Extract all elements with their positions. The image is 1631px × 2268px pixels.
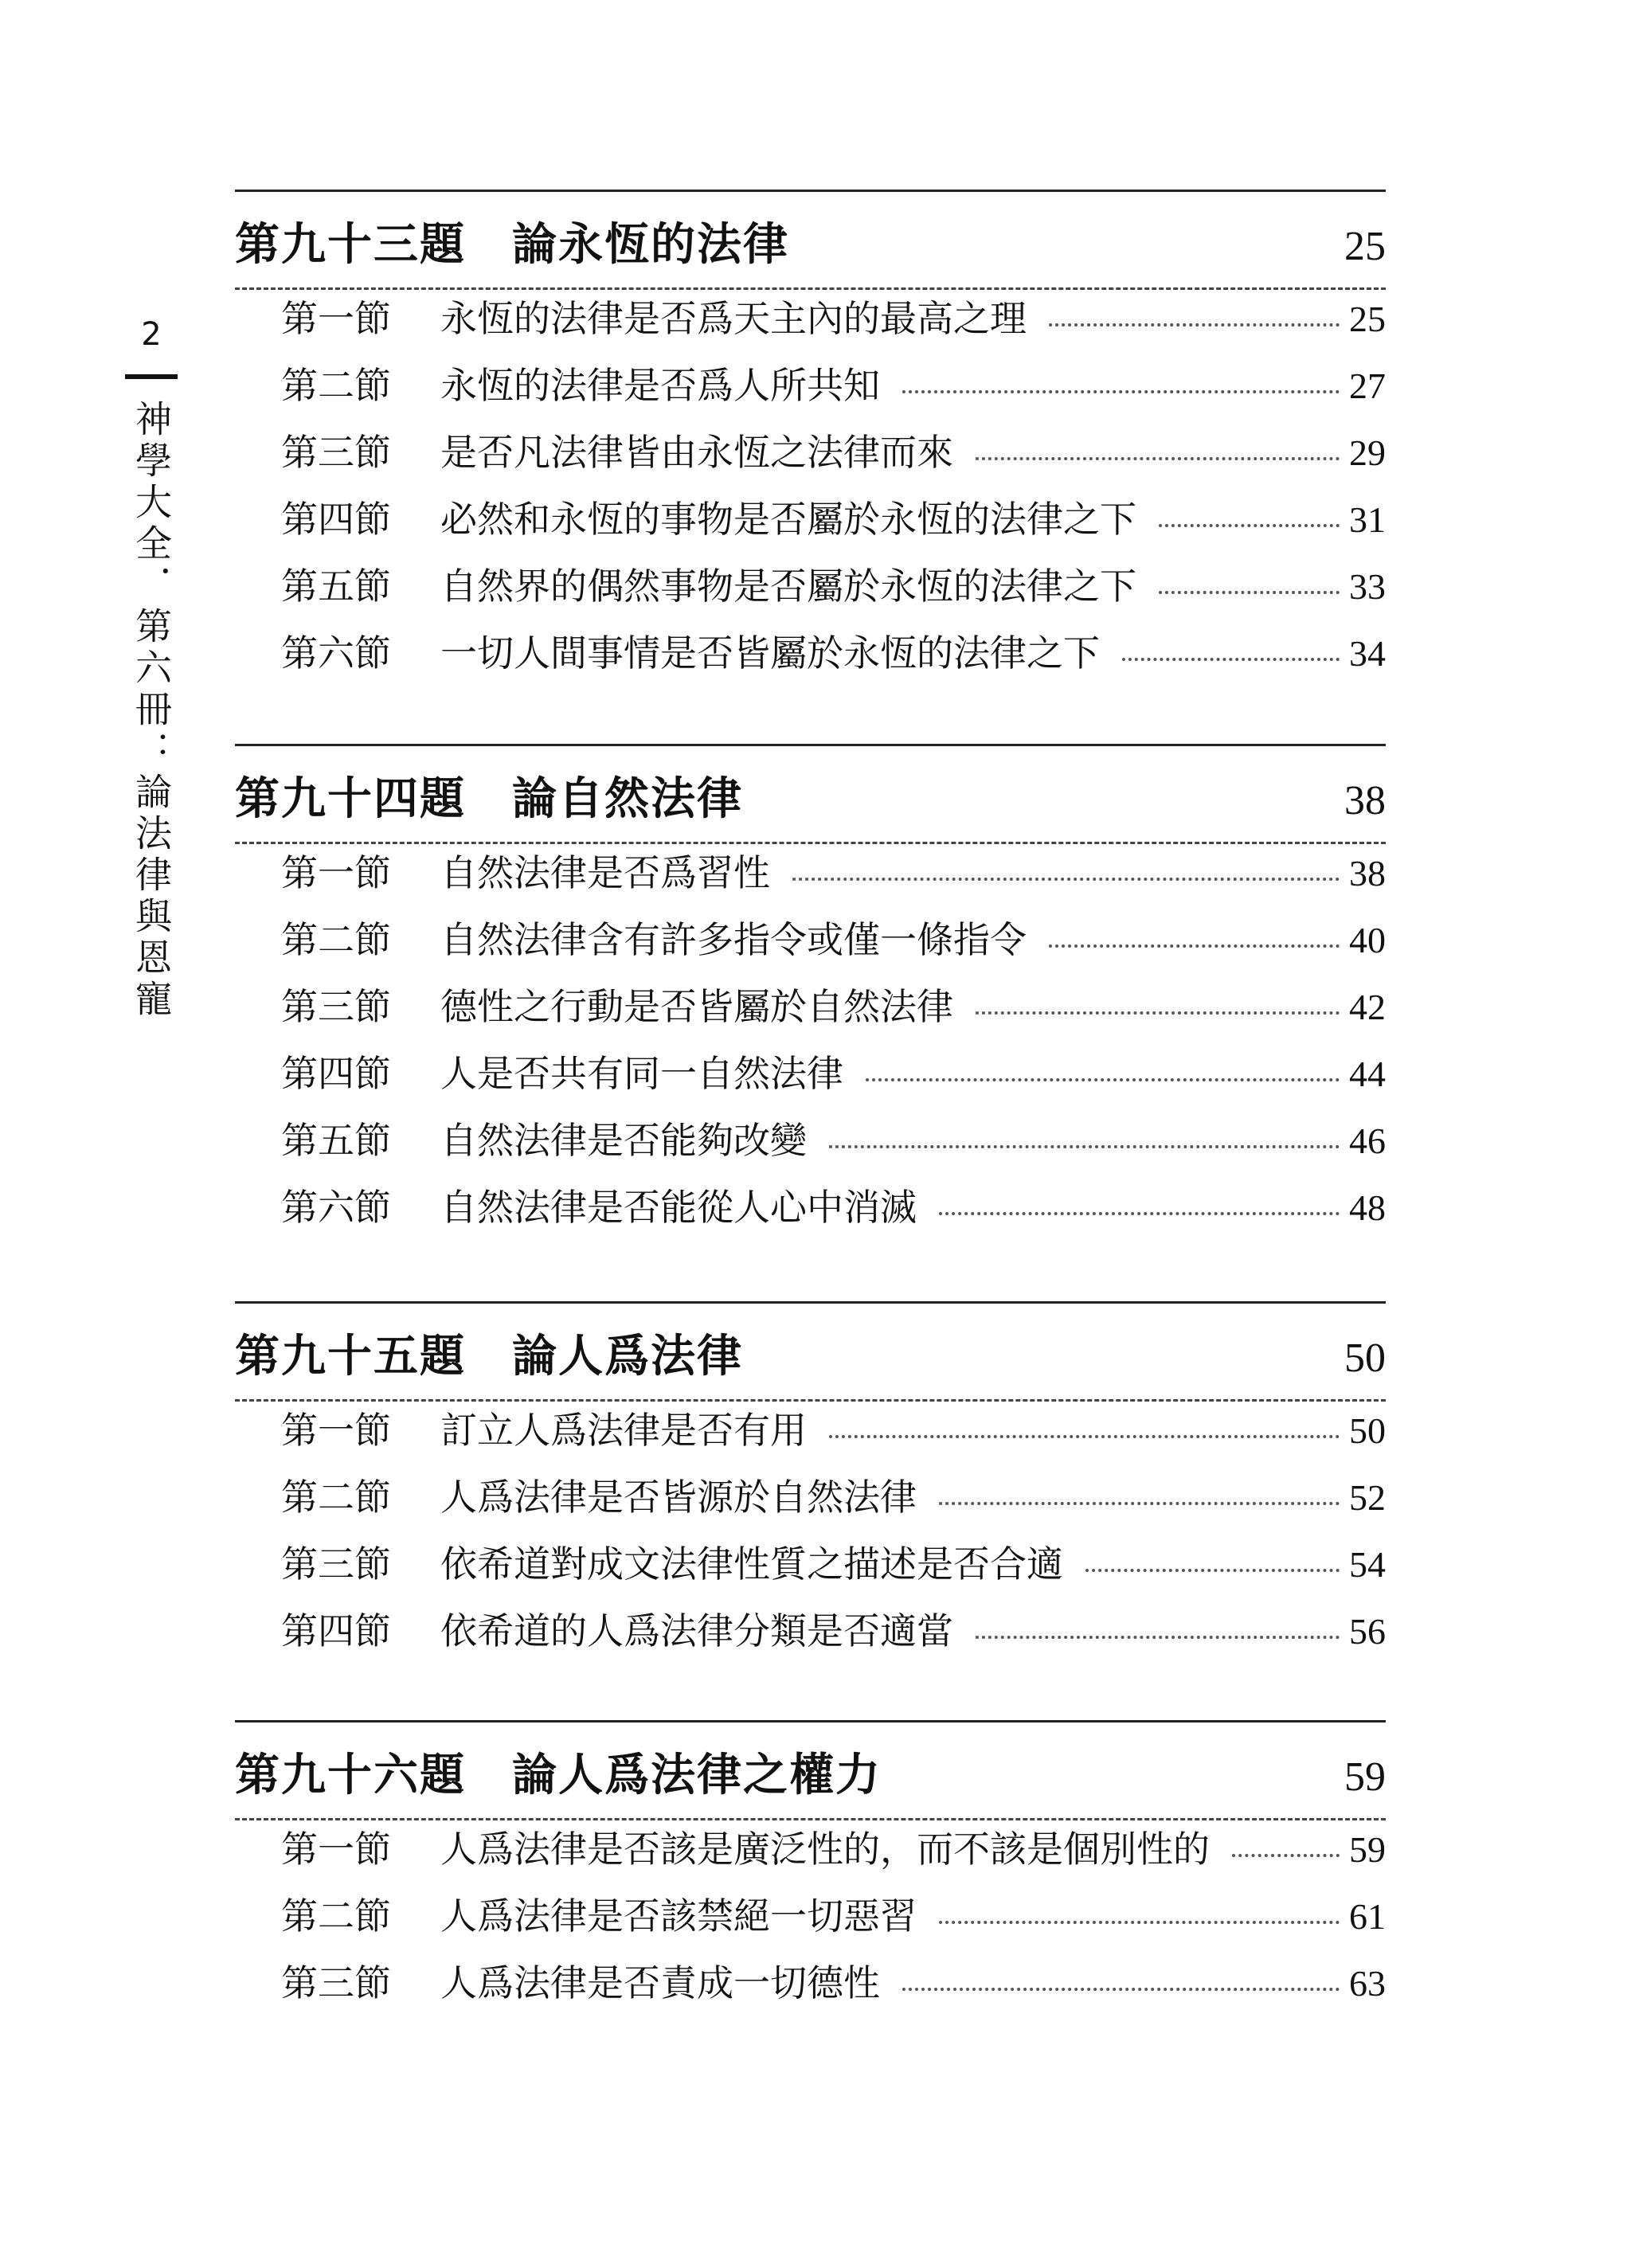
section-list [235,1820,1386,2021]
leader-dots [1159,524,1340,527]
section-page: 25 [1349,299,1386,339]
section-page: 61 [1349,1896,1386,1937]
toc-entry[interactable] [235,844,1386,911]
chapter-heading [235,192,1386,287]
toc-entry[interactable] [235,357,1386,424]
section-number: 第四節 [281,1052,391,1095]
chapter-title: 論人爲法律 [512,1330,743,1382]
leader-dots [939,1212,1340,1215]
chapter-number: 第九十三題 [235,218,466,271]
section-title: 人爲法律是否皆源於自然法律 [440,1476,917,1519]
section-page: 50 [1349,1410,1386,1451]
chapter-number: 第九十六題 [235,1749,466,1801]
section-number: 第三節 [281,1961,391,2004]
margin-divider [125,374,178,379]
section-number: 第三節 [281,431,391,474]
section-page: 40 [1349,920,1386,960]
toc-chapter [235,190,1386,691]
toc-entry[interactable] [235,1887,1386,1954]
section-number: 第五節 [281,1119,391,1162]
leader-dots [866,1078,1340,1081]
chapter-page: 50 [1344,1335,1386,1381]
toc-entry[interactable] [235,911,1386,978]
chapter-title: 論永恆的法律 [512,218,789,271]
section-list [235,290,1386,691]
section-page: 38 [1349,853,1386,894]
chapter-page: 38 [1344,778,1386,823]
leader-dots [1159,591,1340,594]
section-list [235,844,1386,1245]
section-page: 34 [1349,633,1386,674]
section-number: 第六節 [281,1186,391,1229]
section-title: 人是否共有同一自然法律 [440,1052,843,1095]
section-title: 人爲法律是否責成一切德性 [440,1961,880,2004]
leader-dots [829,1435,1340,1438]
leader-dots [976,1636,1340,1639]
toc-entry[interactable] [235,557,1386,624]
section-list [235,1402,1386,1669]
section-number: 第二節 [281,918,391,961]
section-title: 自然法律是否爲習性 [440,851,770,894]
toc-entry[interactable] [235,1468,1386,1535]
chapter-title: 論人爲法律之權力 [512,1749,882,1801]
section-title: 訂立人爲法律是否有用 [440,1409,807,1452]
toc-chapter [235,1301,1386,1669]
section-title: 人爲法律是否該是廣泛性的，而不該是個別性的 [440,1828,1210,1871]
section-number: 第二節 [281,364,391,407]
chapter-heading [235,1304,1386,1399]
section-title: 必然和永恆的事物是否屬於永恆的法律之下 [440,498,1136,541]
section-page: 27 [1349,366,1386,406]
section-page: 54 [1349,1544,1386,1585]
toc-entry[interactable] [235,1402,1386,1468]
section-number: 第二節 [281,1476,391,1519]
leader-dots [1049,323,1340,327]
section-page: 63 [1349,1963,1386,2004]
section-number: 第一節 [281,1828,391,1871]
section-title: 人爲法律是否該禁絕一切惡習 [440,1895,917,1938]
toc-entry[interactable] [235,1045,1386,1112]
section-page: 46 [1349,1120,1386,1161]
section-title: 永恆的法律是否爲人所共知 [440,364,880,407]
leader-dots [902,1988,1340,1991]
section-number: 第二節 [281,1895,391,1938]
leader-dots [939,1921,1340,1924]
section-title: 是否凡法律皆由永恆之法律而來 [440,431,953,474]
section-page: 42 [1349,987,1386,1027]
page-number: 2 [141,316,162,353]
chapter-number: 第九十五題 [235,1330,466,1382]
section-page: 29 [1349,432,1386,473]
section-title: 一切人間事情是否皆屬於永恆的法律之下 [440,632,1100,675]
section-number: 第一節 [281,297,391,340]
toc-entry[interactable] [235,1820,1386,1887]
leader-dots [939,1502,1340,1505]
section-page: 31 [1349,499,1386,540]
leader-dots [1122,658,1340,661]
section-page: 44 [1349,1054,1386,1094]
leader-dots [976,1011,1340,1015]
toc-entry[interactable] [235,1535,1386,1602]
toc-entry[interactable] [235,978,1386,1045]
section-page: 52 [1349,1477,1386,1518]
section-title: 永恆的法律是否爲天主內的最高之理 [440,297,1027,340]
leader-dots [902,390,1340,393]
section-number: 第三節 [281,985,391,1028]
running-title: 神學大全．第六冊：論法律與恩寵 [130,400,173,1021]
toc-entry[interactable] [235,1112,1386,1179]
chapter-heading [235,1723,1386,1818]
toc-entry[interactable] [235,624,1386,691]
toc-chapter [235,744,1386,1245]
toc-entry[interactable] [235,1179,1386,1245]
leader-dots [829,1145,1340,1148]
toc-entry[interactable] [235,290,1386,357]
section-title: 依希道對成文法律性質之描述是否合適 [440,1543,1063,1586]
section-title: 自然界的偶然事物是否屬於永恆的法律之下 [440,565,1136,608]
chapter-title: 論自然法律 [512,772,743,825]
section-page: 59 [1349,1829,1386,1870]
leader-dots [1232,1854,1340,1857]
leader-dots [792,878,1340,881]
section-number: 第一節 [281,1409,391,1452]
section-number: 第一節 [281,851,391,894]
section-title: 自然法律是否能夠改變 [440,1119,807,1162]
section-page: 33 [1349,566,1386,607]
toc-entry[interactable] [235,491,1386,557]
section-page: 48 [1349,1187,1386,1228]
section-number: 第四節 [281,1609,391,1652]
toc-entry[interactable] [235,1602,1386,1669]
section-number: 第四節 [281,498,391,541]
section-page: 56 [1349,1611,1386,1652]
section-number: 第六節 [281,632,391,675]
toc-entry[interactable] [235,424,1386,491]
side-margin [119,316,183,1021]
chapter-page: 59 [1344,1754,1386,1800]
chapter-page: 25 [1344,224,1386,269]
section-title: 依希道的人爲法律分類是否適當 [440,1609,953,1652]
leader-dots [976,457,1340,460]
leader-dots [1049,944,1340,948]
toc-entry[interactable] [235,1954,1386,2021]
leader-dots [1085,1569,1340,1572]
section-title: 自然法律含有許多指令或僅一條指令 [440,918,1027,961]
section-title: 自然法律是否能從人心中消滅 [440,1186,917,1229]
section-number: 第三節 [281,1543,391,1586]
toc-chapter [235,1720,1386,2021]
section-title: 德性之行動是否皆屬於自然法律 [440,985,953,1028]
chapter-number: 第九十四題 [235,772,466,825]
section-number: 第五節 [281,565,391,608]
chapter-heading [235,746,1386,842]
